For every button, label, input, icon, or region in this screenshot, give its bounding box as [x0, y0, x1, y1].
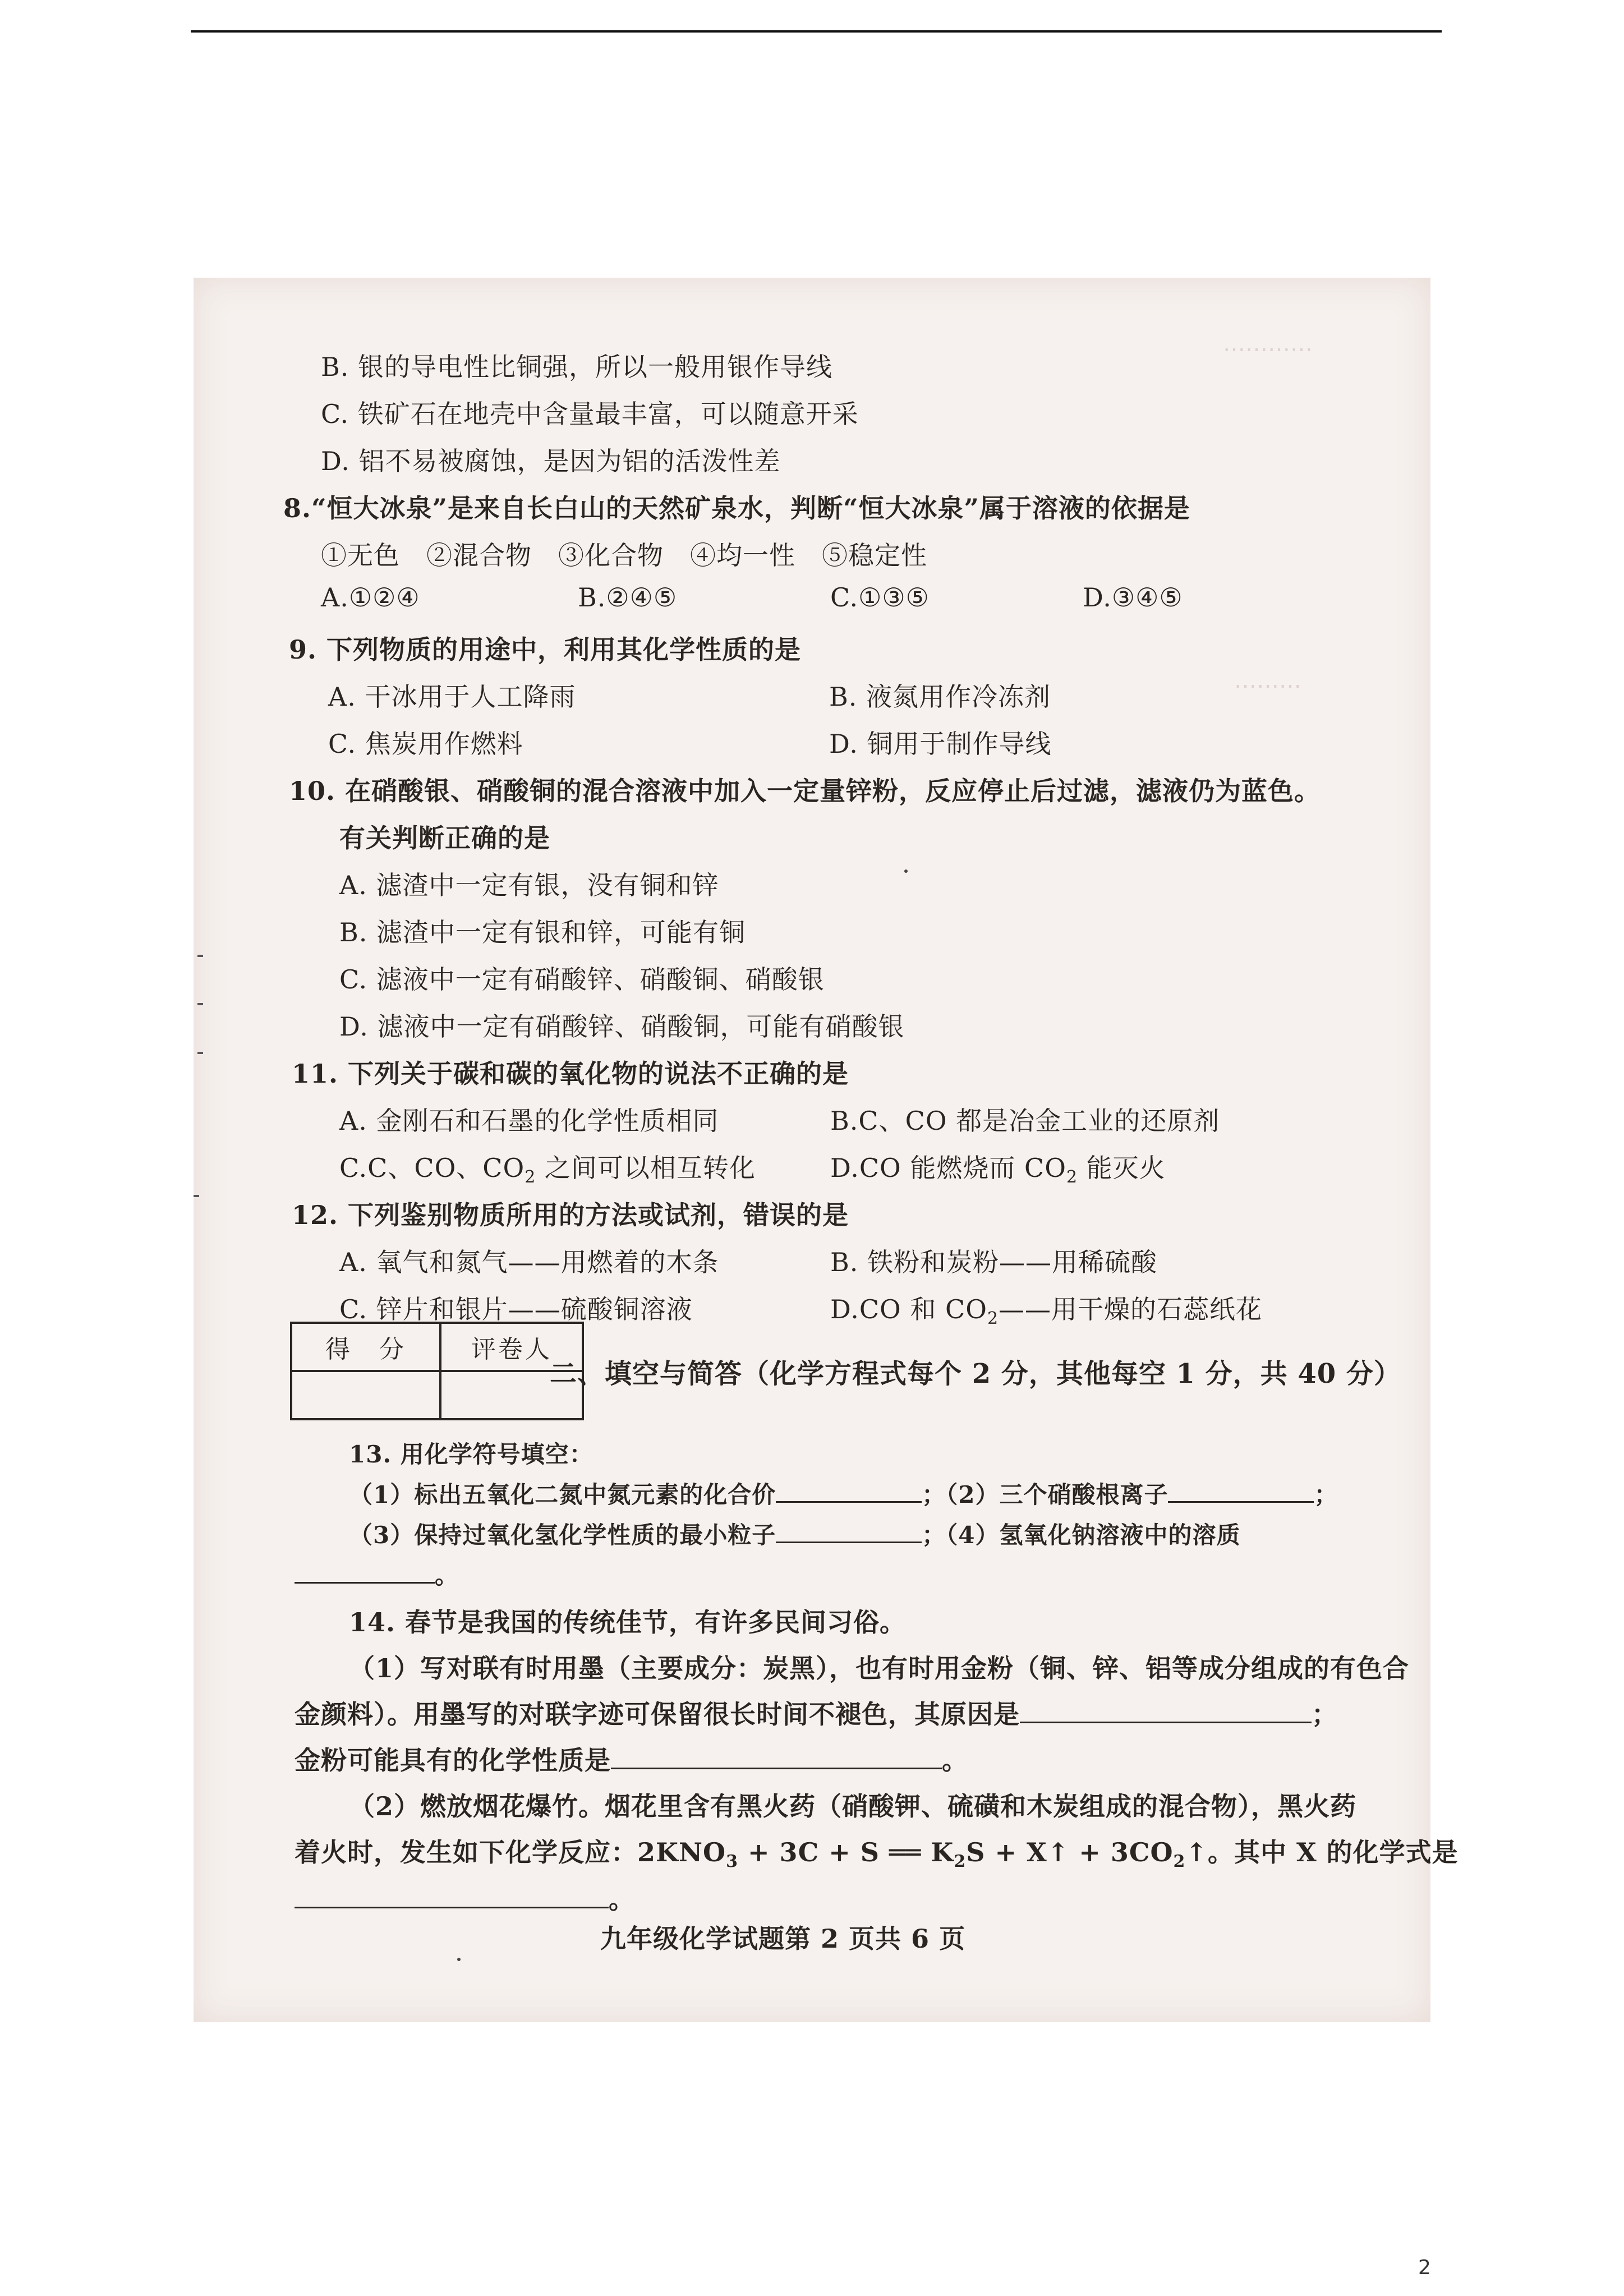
- q7-option-c: C. 铁矿石在地壳中含量最丰富，可以随意开采: [321, 399, 859, 429]
- q12-option-b: B. 铁粉和炭粉——用稀硫酸: [830, 1247, 1158, 1277]
- q11-option-d: D.CO 能燃烧而 $CO_2$ 能灭火: [830, 1153, 1166, 1188]
- q13-line1: （1）标出五氧化二氮中氮元素的化合价 ；（2）三个硝酸根离子 ；: [349, 1476, 1338, 1510]
- scan-speck: [194, 1195, 199, 1197]
- q11-stem: 11. 下列关于碳和碳的氧化物的说法不正确的是: [292, 1059, 849, 1089]
- q9-stem: 9. 下列物质的用途中，利用其化学性质的是: [289, 634, 802, 665]
- answer-blank[interactable]: [776, 1519, 922, 1543]
- q10-option-c: C. 滤液中一定有硝酸锌、硝酸铜、硝酸银: [339, 964, 825, 995]
- scan-speck: [197, 955, 203, 957]
- q10-stem-continued: 有关判断正确的是: [339, 823, 550, 853]
- q11-option-c: C.C、CO、$CO_2$ 之间可以相互转化: [339, 1153, 756, 1188]
- q12-option-d: D.CO 和 $CO_2——$用干燥的石蕊纸花: [830, 1294, 1263, 1329]
- q10-option-d: D. 滤液中一定有硝酸锌、硝酸铜，可能有硝酸银: [339, 1011, 905, 1042]
- q9-option-d: D. 铜用于制作导线: [829, 729, 1052, 759]
- header-rule: [191, 30, 1442, 33]
- q8-stem: 8.“恒大冰泉”是来自长白山的天然矿泉水，判断“恒大冰泉”属于溶液的依据是: [283, 493, 1190, 523]
- answer-blank[interactable]: [1020, 1699, 1312, 1723]
- q13-stem: 13. 用化学符号填空：: [349, 1441, 594, 1468]
- score-header: 得 分: [291, 1323, 440, 1371]
- q11-option-a: A. 金刚石和石墨的化学性质相同: [339, 1106, 719, 1136]
- q8-items: ①无色 ②混合物 ③化合物 ④均一性 ⑤稳定性: [321, 540, 927, 570]
- q7-option-b: B. 银的导电性比铜强，所以一般用银作导线: [321, 352, 833, 382]
- answer-blank[interactable]: [611, 1745, 942, 1769]
- q10-stem: 10. 在硝酸银、硝酸铜的混合溶液中加入一定量锌粉，反应停止后过滤，滤液仍为蓝色。: [289, 776, 1321, 806]
- bleed-through-mark: ⋯⋯⋯⋯: [1223, 337, 1313, 362]
- answer-blank[interactable]: [295, 1559, 435, 1584]
- answer-blank[interactable]: [295, 1884, 609, 1908]
- page-number: 2: [1418, 2256, 1431, 2279]
- score-cell: [291, 1371, 440, 1419]
- q12-option-c: C. 锌片和银片——硫酸铜溶液: [339, 1294, 693, 1324]
- q13-line3: 。: [295, 1557, 459, 1591]
- scan-speck: [904, 869, 908, 873]
- q12-option-a: A. 氧气和氮气——用燃着的木条: [339, 1247, 719, 1277]
- answer-blank[interactable]: [776, 1479, 922, 1503]
- q9-option-c: C. 焦炭用作燃料: [328, 729, 523, 759]
- q13-line2: （3）保持过氧化氢化学性质的最小粒子 ；（4）氢氧化钠溶液中的溶质: [349, 1517, 1240, 1550]
- q14-stem: 14. 春节是我国的传统佳节，有许多民间习俗。: [349, 1607, 907, 1637]
- q10-option-a: A. 滤渣中一定有银，没有铜和锌: [339, 870, 719, 900]
- q9-option-b: B. 液氮用作冷冻剂: [829, 682, 1051, 712]
- q8-option-c: C.①③⑤: [830, 582, 930, 613]
- q14-part1-line2: 金颜料）。用墨写的对联字迹可保留很长时间不褪色，其原因是 ；: [295, 1699, 1338, 1729]
- scan-speck: [197, 1003, 203, 1005]
- section-2-title: 二、填空与简答（化学方程式每个 2 分，其他每空 1 分，共 40 分）: [550, 1358, 1401, 1389]
- q12-stem: 12. 下列鉴别物质所用的方法或试剂，错误的是: [292, 1200, 849, 1230]
- q8-option-a: A.①②④: [321, 582, 420, 613]
- bleed-through-mark: ⋯⋯⋯: [1234, 673, 1301, 699]
- q14-part1-line3: 金粉可能具有的化学性质是 。: [295, 1745, 968, 1775]
- q11-option-b: B.C、CO 都是冶金工业的还原剂: [830, 1106, 1220, 1136]
- q8-option-b: B.②④⑤: [578, 582, 678, 613]
- q8-option-d: D.③④⑤: [1083, 582, 1183, 613]
- q14-part2-line3: 。: [295, 1879, 635, 1916]
- answer-blank[interactable]: [1168, 1479, 1314, 1503]
- q10-option-b: B. 滤渣中一定有银和锌，可能有铜: [339, 917, 746, 947]
- scan-speck: [197, 1052, 203, 1054]
- q14-part1-line1: （1）写对联有时用墨（主要成分：炭黑），也有时用金粉（铜、锌、铝等成分组成的有色合: [349, 1653, 1410, 1683]
- scan-speck: [457, 1958, 461, 1961]
- q14-part2-line2: 着火时，发生如下化学反应：$2KNO_3 + 3C + S$ ══ $K_2S$ + X↑ + $3CO_2↑$。其中 X 的化学式是: [295, 1837, 1459, 1872]
- score-table: [290, 1322, 584, 1420]
- q7-option-d: D. 铝不易被腐蚀，是因为铝的活泼性差: [321, 446, 781, 476]
- grader-header: 评卷人: [440, 1323, 583, 1371]
- q14-part2-line1: （2）燃放烟花爆竹。烟花里含有黑火药（硝酸钾、硫磺和木炭组成的混合物），黑火药: [349, 1791, 1357, 1821]
- q9-option-a: A. 干冰用于人工降雨: [328, 682, 576, 712]
- page-footer: 九年级化学试题第 2 页共 6 页: [600, 1924, 966, 1954]
